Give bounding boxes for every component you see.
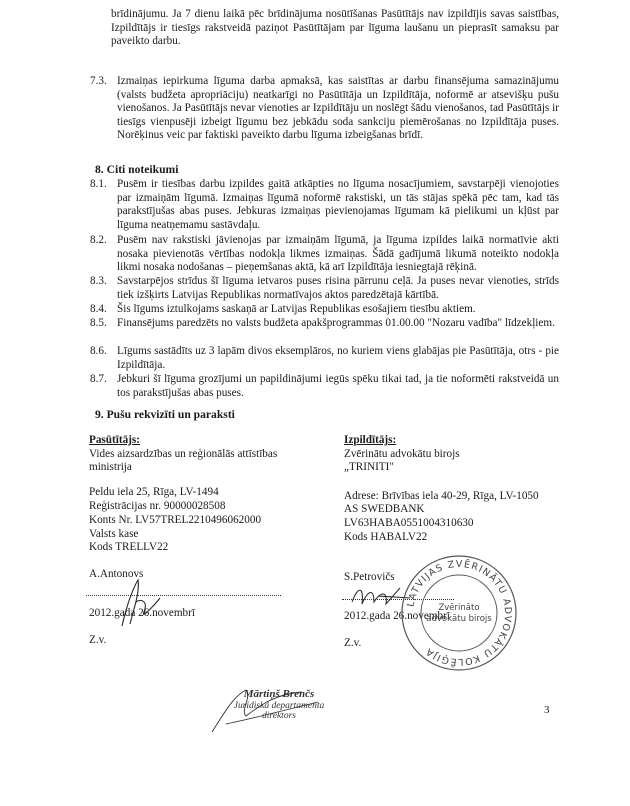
clause-number-8-7: 8.7. xyxy=(90,373,107,385)
customer-account: Konts Nr. LV57TREL2210496062000 xyxy=(89,514,262,526)
clause-8-7-text: Jebkuri šī līguma grozījumi un papildinājumi iegūs spēku tikai tad, ja tie noformēti rakstveidā un tos parakstījušas abas puses. xyxy=(117,373,559,399)
clause-number-8-6: 8.6. xyxy=(90,345,107,357)
customer-signatory: A.Antonovs xyxy=(89,568,144,580)
clause-number-8-2: 8.2. xyxy=(90,234,107,246)
clause-8-1-text: Pusēm ir tiesības darbu izpildes gaitā atkāpties no līguma nosacījumiem, savstarpēji vienojoties par izmaiņām līgumā. Izmaiņas līgumā noformē rakstiski, un tās stājas spēkā pēc tam, kad tās parakstījušas abas puses. Jebkuras izmaiņas pievienojamas līgumam kā pielikumi un kļūst par līguma neatņemamu sastāvdaļu. xyxy=(117,178,559,231)
clause-8-5-text: Finansējums paredzēts no valsts budžeta apakšprogrammas 01.00.00 "Nozaru vadība" līdzekļiem. xyxy=(117,317,555,329)
clause-number-8-5: 8.5. xyxy=(90,317,107,329)
stamp-inner-line1: Zvērināto xyxy=(438,603,480,613)
approval-stamp-name: Mārtiņš Brenčs xyxy=(243,688,315,700)
customer-bank: Valsts kase xyxy=(89,528,139,540)
customer-signature xyxy=(112,568,172,632)
contractor-account: LV63HABA0551004310630 xyxy=(344,517,474,529)
clause-number-7-3: 7.3. xyxy=(90,75,107,87)
contractor-name-line2: „TRINITI" xyxy=(344,461,394,473)
section-9-heading: 9. Pušu rekvizīti un paraksti xyxy=(95,408,235,421)
contractor-bank: AS SWEDBANK xyxy=(344,503,425,515)
contractor-seal-label: Z.v. xyxy=(344,637,362,649)
advocates-round-stamp xyxy=(398,552,520,674)
customer-registration: Reģistrācijas nr. 90000028508 xyxy=(89,500,226,512)
customer-name-line2: ministrija xyxy=(89,461,132,473)
clause-8-4-text: Šis līgums iztulkojams saskaņā ar Latvijas Republikas esošajiem tiesību aktiem. xyxy=(117,303,476,315)
approval-signature xyxy=(206,680,326,736)
contractor-date: 2012.gada 26.novembrī xyxy=(344,610,450,622)
clause-8-2-text: Pusēm nav rakstiski jāvienojas par izmaiņām līgumā, ja līguma izpildes laikā normatīvie akti nosaka pievienotās vērtības nodokļa likmes izmaiņas. Šādā gadījumā likumā noteikto nodokļa likmi nosaka nodošanas – pieņemšanas aktā, kā arī Izpildītāja iesniegtajā rēķinā. xyxy=(117,234,559,274)
customer-name-line1: Vides aizsardzības un reģionālās attīstības xyxy=(89,448,278,460)
clause-8-6-text: Līgums sastādīts uz 3 lapām divos eksemplāros, no kuriem viens glabājas pie Pasūtītāja, otrs - pie Izpildītāja. xyxy=(117,345,559,371)
approval-stamp-line2: direktors xyxy=(262,711,296,721)
clause-number-8-3: 8.3. xyxy=(90,275,107,287)
contractor-signatory: S.Petrovičs xyxy=(344,571,395,583)
contractor-role-label: Izpildītājs: xyxy=(344,434,397,446)
stamp-inner-line2: advokātu birojs xyxy=(426,614,492,624)
contractor-name-line1: Zvērinātu advokātu birojs xyxy=(344,448,460,460)
customer-date: 2012.gada 26.novembrī xyxy=(89,607,195,619)
intro-paragraph: brīdinājumu. Ja 7 dienu laikā pēc brīdinājuma nosūtīšanas Pasūtītājs nav izpildījis savas saistības, Izpildītājs ir tiesīgs rakstveidā paziņot Pasūtītājam par līguma laušanu un pieprasīt samaksu par paveikto darbu. xyxy=(111,8,559,48)
customer-code: Kods TRELLV22 xyxy=(89,541,169,553)
page-number: 3 xyxy=(544,704,550,716)
clause-7-3-text: Izmaiņas iepirkuma līguma darba apmaksā, kas saistītas ar darbu finansējuma samazinājumu (valsts budžeta apropriāciju) neatkarīgi no Pasūtītāja un Izpildītāja, noformē ar atsevišķu pušu vienošanos. Ja Pasūtītājs nevar vienoties ar Izpildītāju un noslēgt šādu vienošanos, tad Pasūtītājs ir tiesīgs vienpusēji izbeigt līgumu bez jebkādu soda sankciju piemērošanas no Izpildītāja puses. Norēķinus veic par faktiski paveikto darbu līguma izbeigšanas brīdī. xyxy=(117,75,559,142)
customer-seal-label: Z.v. xyxy=(89,634,107,646)
customer-address: Peldu iela 25, Rīga, LV-1494 xyxy=(89,486,219,498)
contractor-code: Kods HABALV22 xyxy=(344,531,428,543)
clause-number-8-4: 8.4. xyxy=(90,303,107,315)
approval-stamp-line1: Juridiskā departamenta xyxy=(233,701,325,711)
clause-number-8-1: 8.1. xyxy=(90,178,107,190)
stamp-outer-text: LATVIJAS ZVĒRINĀTU ADVOKĀTU KOLĒĢIJA xyxy=(405,558,514,668)
contractor-address: Adrese: Brīvības iela 40-29, Rīga, LV-1050 xyxy=(344,490,539,502)
clause-8-3-text: Savstarpējos strīdus šī līguma ietvaros puses risina pārrunu ceļā. Ja puses nevar vienoties, strīds tiek izšķirts Latvijas Republikas normatīvajos aktos paredzētajā kārtībā. xyxy=(117,275,559,301)
customer-role-label: Pasūtītājs: xyxy=(89,434,140,446)
section-8-heading: 8. Citi noteikumi xyxy=(95,163,179,176)
